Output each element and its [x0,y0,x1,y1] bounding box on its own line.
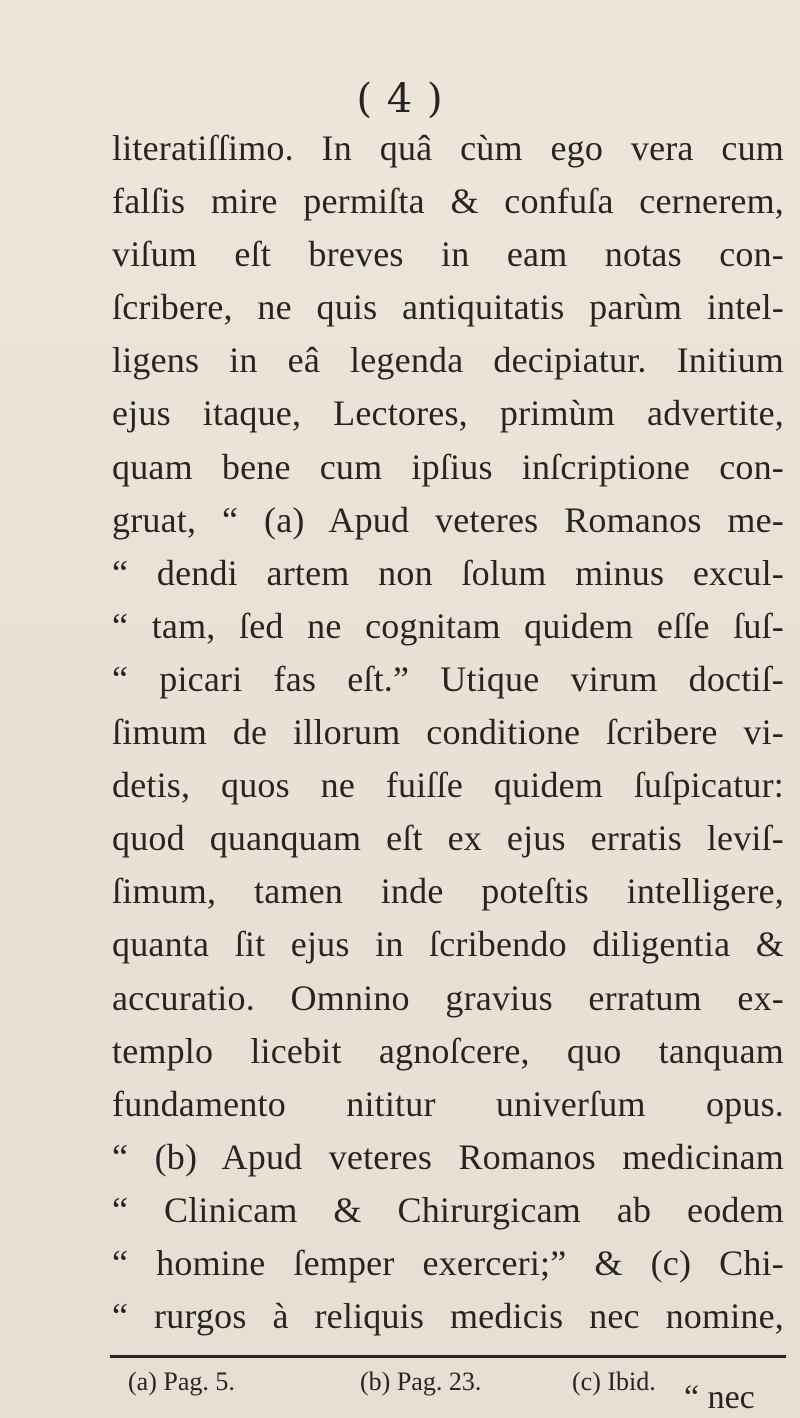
footnote-b: (b) Pag. 23. [360,1367,482,1396]
text-line: ſcribere, ne quis antiquitatis parùm intel- [112,287,784,328]
text-line: gruat, “ (a) Apud veteres Romanos me- [112,499,784,540]
body-text [112,122,784,1343]
footnote-c: (c) Ibid. [572,1367,656,1396]
text-line: ſimum de illorum conditione ſcribere vi- [112,712,784,753]
text-line: quod quanquam eſt ex ejus erratis leviſ- [112,818,784,859]
footnote-a: (a) Pag. 5. [128,1367,235,1396]
text-line: literatiſſimo. In quâ cùm ego vera cum [112,128,784,168]
text-line: fundamento nititur univerſum opus. [112,1083,784,1124]
text-line: “ (b) Apud veteres Romanos medicinam [112,1136,784,1177]
footnote-divider [110,1355,786,1358]
text-line: quam bene cum ipſius inſcriptione con- [112,446,784,487]
text-line: “ homine ſemper exerceri;” & (c) Chi- [112,1242,784,1283]
text-line: “ picari fas eſt.” Utique virum doctiſ- [112,658,784,699]
catchword: “ nec [684,1379,755,1416]
text-line: “ Clinicam & Chirurgicam ab eodem [112,1189,784,1230]
text-line: “ tam, ſed ne cognitam quidem eſſe ſuſ- [112,605,784,646]
text-line: templo licebit agnoſcere, quo tanquam [112,1030,784,1071]
text-line: ligens in eâ legenda decipiatur. Initium [112,340,784,381]
text-line: detis, quos ne fuiſſe quidem ſuſpicatur: [112,765,784,806]
text-line: “ rurgos à reliquis medicis nec nomine, [112,1296,784,1337]
text-line: falſis mire permiſta & confuſa cernerem, [112,181,784,222]
page-number: ( 4 ) [356,76,444,122]
text-line: quanta ſit ejus in ſcribendo diligentia & [112,924,784,965]
text-line: accuratio. Omnino gravius erratum ex- [112,977,784,1018]
text-line: ejus itaque, Lectores, primùm advertite, [112,393,784,434]
text-line: ſimum, tamen inde poteſtis intelligere, [112,871,784,912]
text-line: “ dendi artem non ſolum minus excul- [112,552,784,593]
text-line: viſum eſt breves in eam notas con- [112,234,784,275]
